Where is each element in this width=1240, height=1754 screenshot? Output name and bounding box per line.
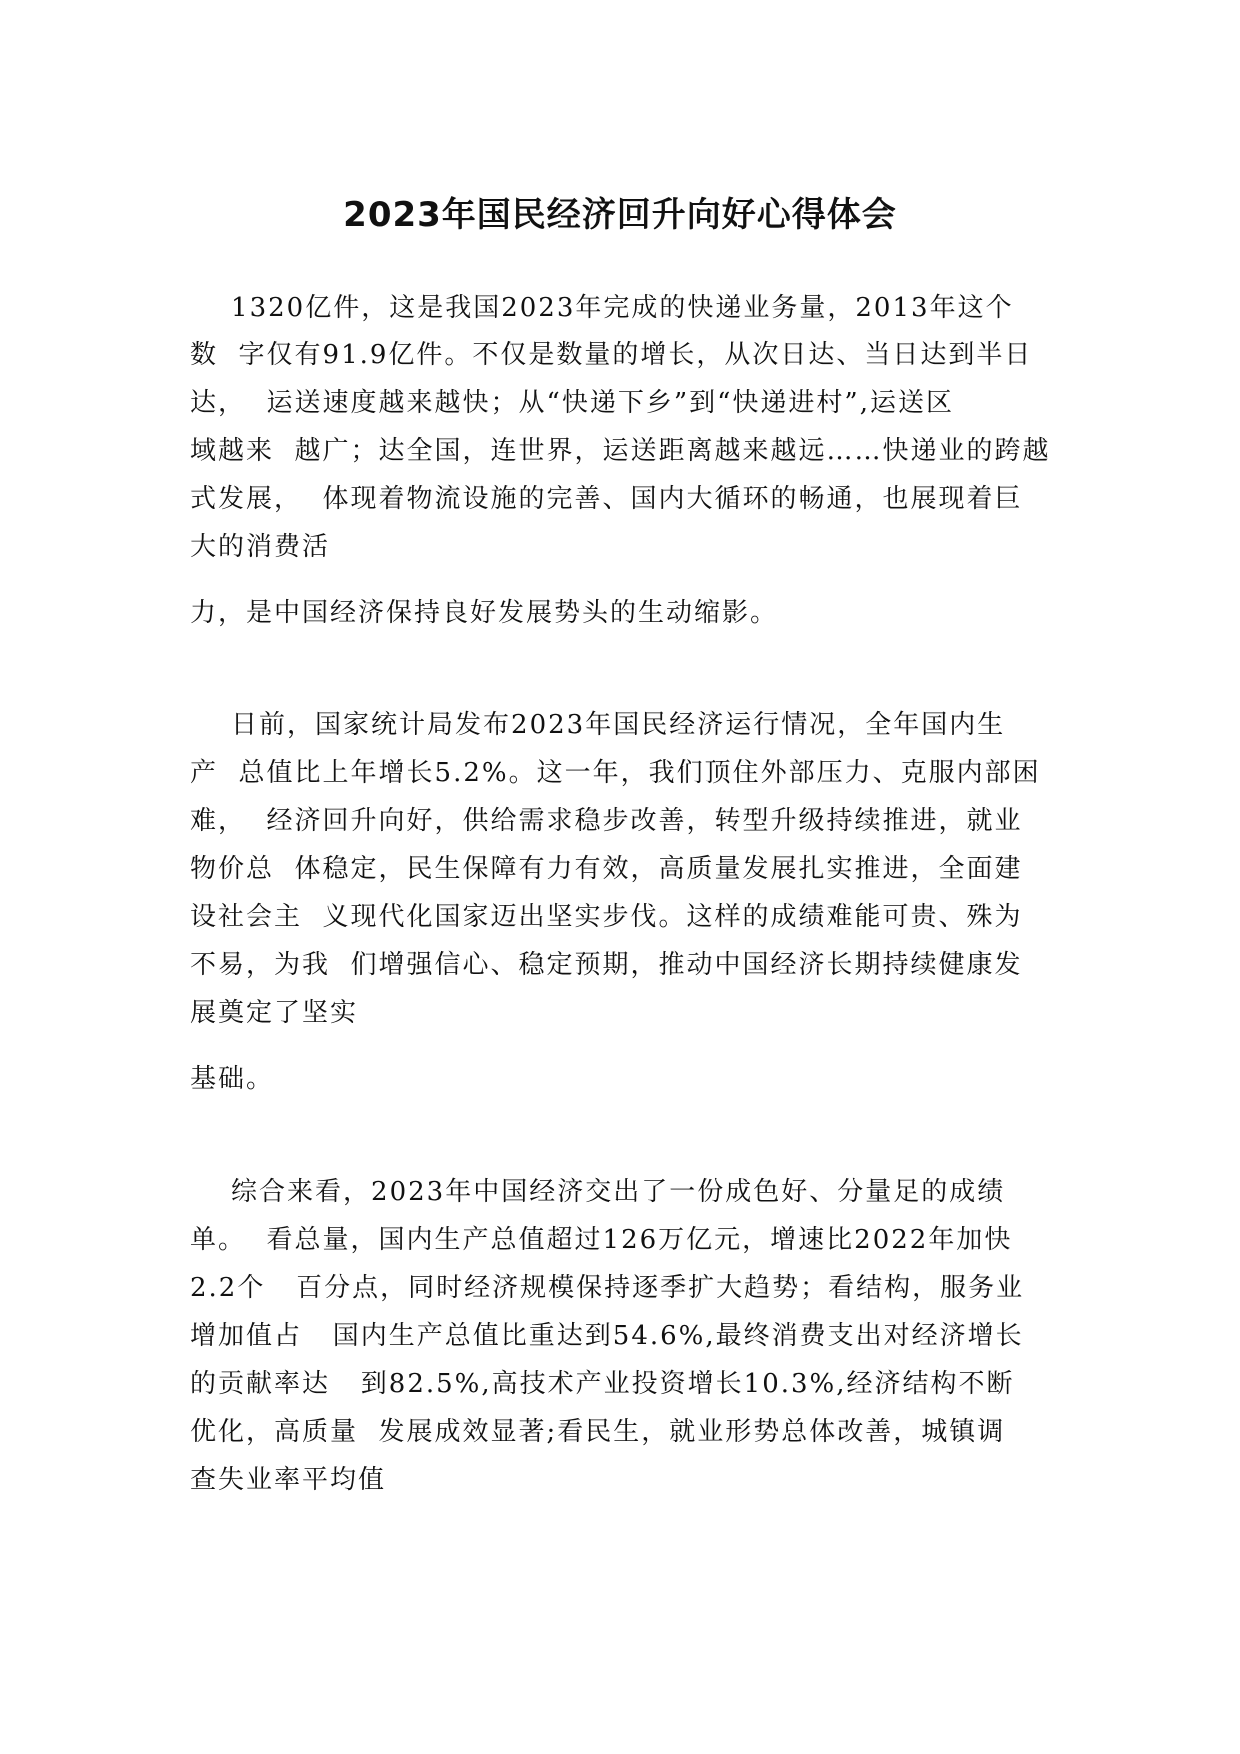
paragraph-5-line-1: 综合来看，2023年中国经济交出了一份成色好、分量足的成绩	[190, 1177, 1006, 1207]
paragraph-3-line-4: 物价总 体稳定，民生保障有力有效，高质量发展扎实推进，全面建	[190, 854, 1023, 884]
paragraph-5-line-4: 增加值占 国内生产总值比重达到54.6%,最终消费支出对经济增长	[190, 1321, 1024, 1351]
document-title: 2023年国民经济回升向好心得体会	[343, 195, 897, 235]
paragraph-5-line-7: 查失业率平均值	[190, 1465, 387, 1495]
paragraph-1-line-5: 式发展， 体现着物流设施的完善、国内大循环的畅通，也展现着巨	[190, 484, 1023, 514]
paragraph-3-line-3: 难， 经济回升向好，供给需求稳步改善，转型升级持续推进，就业	[190, 806, 1023, 836]
paragraph-1-line-2: 数 字仅有91.9亿件。不仅是数量的增长，从次日达、当日达到半日	[190, 340, 1033, 370]
paragraph-5-line-3: 2.2个 百分点，同时经济规模保持逐季扩大趋势；看结构，服务业	[190, 1273, 1025, 1303]
paragraph-5-line-2: 单。 看总量，国内生产总值超过126万亿元，增速比2022年加快	[190, 1225, 1013, 1255]
paragraph-1-line-6: 大的消费活	[190, 532, 331, 562]
paragraph-3-line-5: 设社会主 义现代化国家迈出坚实步伐。这样的成绩难能可贵、殊为	[190, 902, 1023, 932]
paragraph-5-line-5: 的贡献率达 到82.5%,高技术产业投资增长10.3%,经济结构不断	[190, 1369, 1015, 1399]
paragraph-4-line-1: 基础。	[190, 1064, 275, 1094]
paragraph-1-line-1: 1320亿件，这是我国2023年完成的快递业务量，2013年这个	[190, 293, 1014, 323]
paragraph-2-line-1: 力，是中国经济保持良好发展势头的生动缩影。	[190, 598, 779, 628]
paragraph-3-line-2: 产 总值比上年增长5.2%。这一年，我们顶住外部压力、克服内部困	[190, 758, 1041, 788]
paragraph-3-line-1: 日前，国家统计局发布2023年国民经济运行情况，全年国内生	[190, 710, 1006, 740]
paragraph-3-line-6: 不易，为我 们增强信心、稳定预期，推动中国经济长期持续健康发	[190, 950, 1023, 980]
paragraph-1-line-3: 达， 运送速度越来越快；从“快递下乡”到“快递进村”,运送区	[190, 388, 954, 418]
paragraph-3-line-7: 展奠定了坚实	[190, 998, 359, 1028]
paragraph-1-line-4: 域越来 越广；达全国，连世界，运送距离越来越远……快递业的跨越	[190, 436, 1051, 466]
paragraph-5-line-6: 优化，高质量 发展成效显著;看民生，就业形势总体改善，城镇调	[190, 1417, 1006, 1447]
